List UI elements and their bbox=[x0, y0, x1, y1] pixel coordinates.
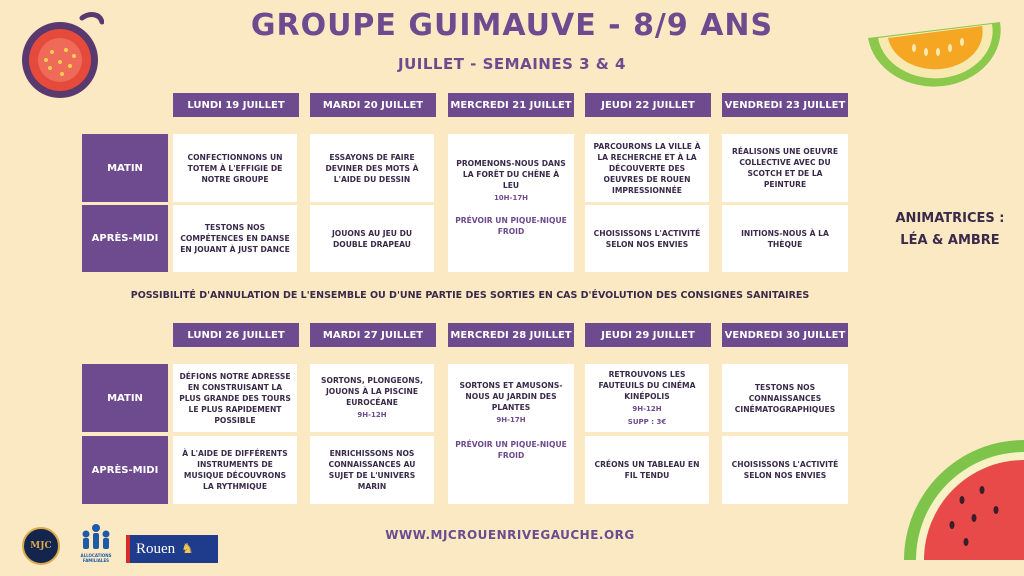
activity-extra: SUPP : 3€ bbox=[627, 417, 667, 426]
day-header: LUNDI 19 JUILLET bbox=[173, 93, 299, 117]
activity-cell bbox=[173, 134, 297, 202]
rouen-logo bbox=[126, 535, 218, 563]
activity-time: 9H-12H bbox=[357, 411, 387, 420]
activity-cell bbox=[585, 436, 709, 504]
mjc-logo-text: MJC bbox=[30, 541, 52, 551]
activity-cell bbox=[585, 205, 709, 272]
day-header: VENDREDI 23 JUILLET bbox=[722, 93, 848, 117]
activity-cell bbox=[722, 364, 848, 432]
activity-text: CHOISISSONS L'ACTIVITÉ SELON NOS ENVIES bbox=[731, 460, 839, 480]
activity-cell-merged bbox=[448, 134, 574, 272]
activity-text: INITIONS-NOUS À LA THÈQUE bbox=[741, 228, 829, 249]
activity-cell bbox=[310, 364, 434, 432]
animatrices-label: ANIMATRICES : bbox=[895, 211, 1005, 226]
page-subtitle: JUILLET - SEMAINES 3 & 4 bbox=[398, 55, 626, 73]
lion-icon: ♞ bbox=[181, 541, 194, 557]
row-label-morning: MATIN bbox=[82, 364, 168, 432]
mjc-logo bbox=[22, 527, 60, 565]
activity-text: SORTONS, PLONGEONS, JOUONS À LA PISCINE EUROCÉANE bbox=[321, 376, 423, 408]
activity-text: À L'AIDE DE DIFFÉRENTS INSTRUMENTS DE MUSIQUE DÉCOUVRONS LA RYTHMIQUE bbox=[182, 449, 288, 491]
activity-text: TESTONS NOS CONNAISSANCES CINÉMATOGRAPHIQUES bbox=[734, 382, 836, 414]
row-label-morning: MATIN bbox=[82, 134, 168, 202]
activity-cell bbox=[173, 364, 297, 432]
activity-cell bbox=[585, 134, 709, 202]
caf-logo-text: ALLOCATIONS FAMILIALES bbox=[80, 553, 112, 563]
watermelon-icon bbox=[892, 430, 1024, 576]
activity-text: SORTONS ET AMUSONS-NOUS AU JARDIN DES PLANTES bbox=[459, 381, 563, 412]
activity-cell-merged bbox=[448, 364, 574, 504]
activity-text: ESSAYONS DE FAIRE DEVINER DES MOTS À L'AIDE DU DESSIN bbox=[325, 152, 419, 184]
day-header: MERCREDI 21 JUILLET bbox=[448, 93, 574, 117]
activity-cell bbox=[722, 134, 848, 202]
activity-time: 10H-17H bbox=[493, 194, 529, 202]
activity-text: PARCOURONS LA VILLE À LA RECHERCHE ET À LA DÉCOUVERTE DES OEUVRES DE ROUEN IMPRESSIONNÉE bbox=[593, 141, 701, 195]
activity-cell bbox=[722, 436, 848, 504]
activity-text: RÉALISONS UNE OEUVRE COLLECTIVE AVEC DU SCOTCH ET DE LA PEINTURE bbox=[731, 147, 839, 189]
website-link[interactable]: WWW.MJCROUENRIVEGAUCHE.ORG bbox=[385, 528, 635, 542]
activity-text: JOUONS AU JEU DU DOUBLE DRAPEAU bbox=[331, 228, 413, 249]
activity-cell bbox=[310, 134, 434, 202]
activity-cell bbox=[310, 205, 434, 272]
sanitary-notice: POSSIBILITÉ D'ANNULATION DE L'ENSEMBLE OU D'UNE PARTIE DES SORTIES EN CAS D'ÉVOLUTION DES CONSIGNES SANITAIRES bbox=[130, 290, 810, 301]
row-label-afternoon: APRÈS-MIDI bbox=[82, 205, 168, 272]
activity-text: CONFECTIONNONS UN TOTEM À L'EFFIGIE DE NOTRE GROUPE bbox=[187, 152, 283, 184]
activity-cell bbox=[585, 364, 709, 432]
day-header: JEUDI 29 JUILLET bbox=[585, 323, 711, 347]
day-header: MARDI 27 JUILLET bbox=[310, 323, 436, 347]
day-header: LUNDI 26 JUILLET bbox=[173, 323, 299, 347]
day-header: MARDI 20 JUILLET bbox=[310, 93, 436, 117]
activity-cell bbox=[173, 436, 297, 504]
activity-time: 9H-17H bbox=[496, 416, 526, 424]
activity-text: TESTONS NOS COMPÉTENCES EN DANSE EN JOUANT À JUST DANCE bbox=[180, 223, 290, 254]
activity-cell bbox=[310, 436, 434, 504]
activity-note: PRÉVOIR UN PIQUE-NIQUE FROID bbox=[455, 440, 567, 461]
day-header: MERCREDI 28 JUILLET bbox=[448, 323, 574, 347]
animatrices-names: LÉA & AMBRE bbox=[900, 233, 1000, 248]
day-header: JEUDI 22 JUILLET bbox=[585, 93, 711, 117]
day-header: VENDREDI 30 JUILLET bbox=[722, 323, 848, 347]
row-label-afternoon: APRÈS-MIDI bbox=[82, 436, 168, 504]
activity-text: ENRICHISSONS NOS CONNAISSANCES AU SUJET DE L'UNIVERS MARIN bbox=[328, 449, 416, 491]
activity-text: CHOISISSONS L'ACTIVITÉ SELON NOS ENVIES bbox=[593, 228, 701, 249]
activity-note: PRÉVOIR UN PIQUE-NIQUE FROID bbox=[455, 216, 567, 237]
rouen-logo-text: Rouen bbox=[136, 540, 176, 557]
animatrices-block bbox=[880, 208, 1020, 252]
activity-time: 9H-12H bbox=[632, 405, 662, 414]
activity-text: CRÉONS UN TABLEAU EN FIL TENDU bbox=[594, 460, 700, 480]
activity-cell bbox=[173, 205, 297, 272]
activity-text: DÉFIONS NOTRE ADRESSE EN CONSTRUISANT LA PLUS GRANDE DES TOURS LE PLUS RAPIDEMENT POSSIBLE bbox=[179, 371, 291, 425]
activity-text: RETROUVONS LES FAUTEUILS DU CINÉMA KINÉPOLIS bbox=[598, 370, 696, 402]
activity-cell bbox=[722, 205, 848, 272]
page-title: GROUPE GUIMAUVE - 8/9 ANS bbox=[250, 8, 774, 43]
activity-text: PROMENONS-NOUS DANS LA FORÊT DU CHÊNE À LEU bbox=[456, 159, 566, 190]
